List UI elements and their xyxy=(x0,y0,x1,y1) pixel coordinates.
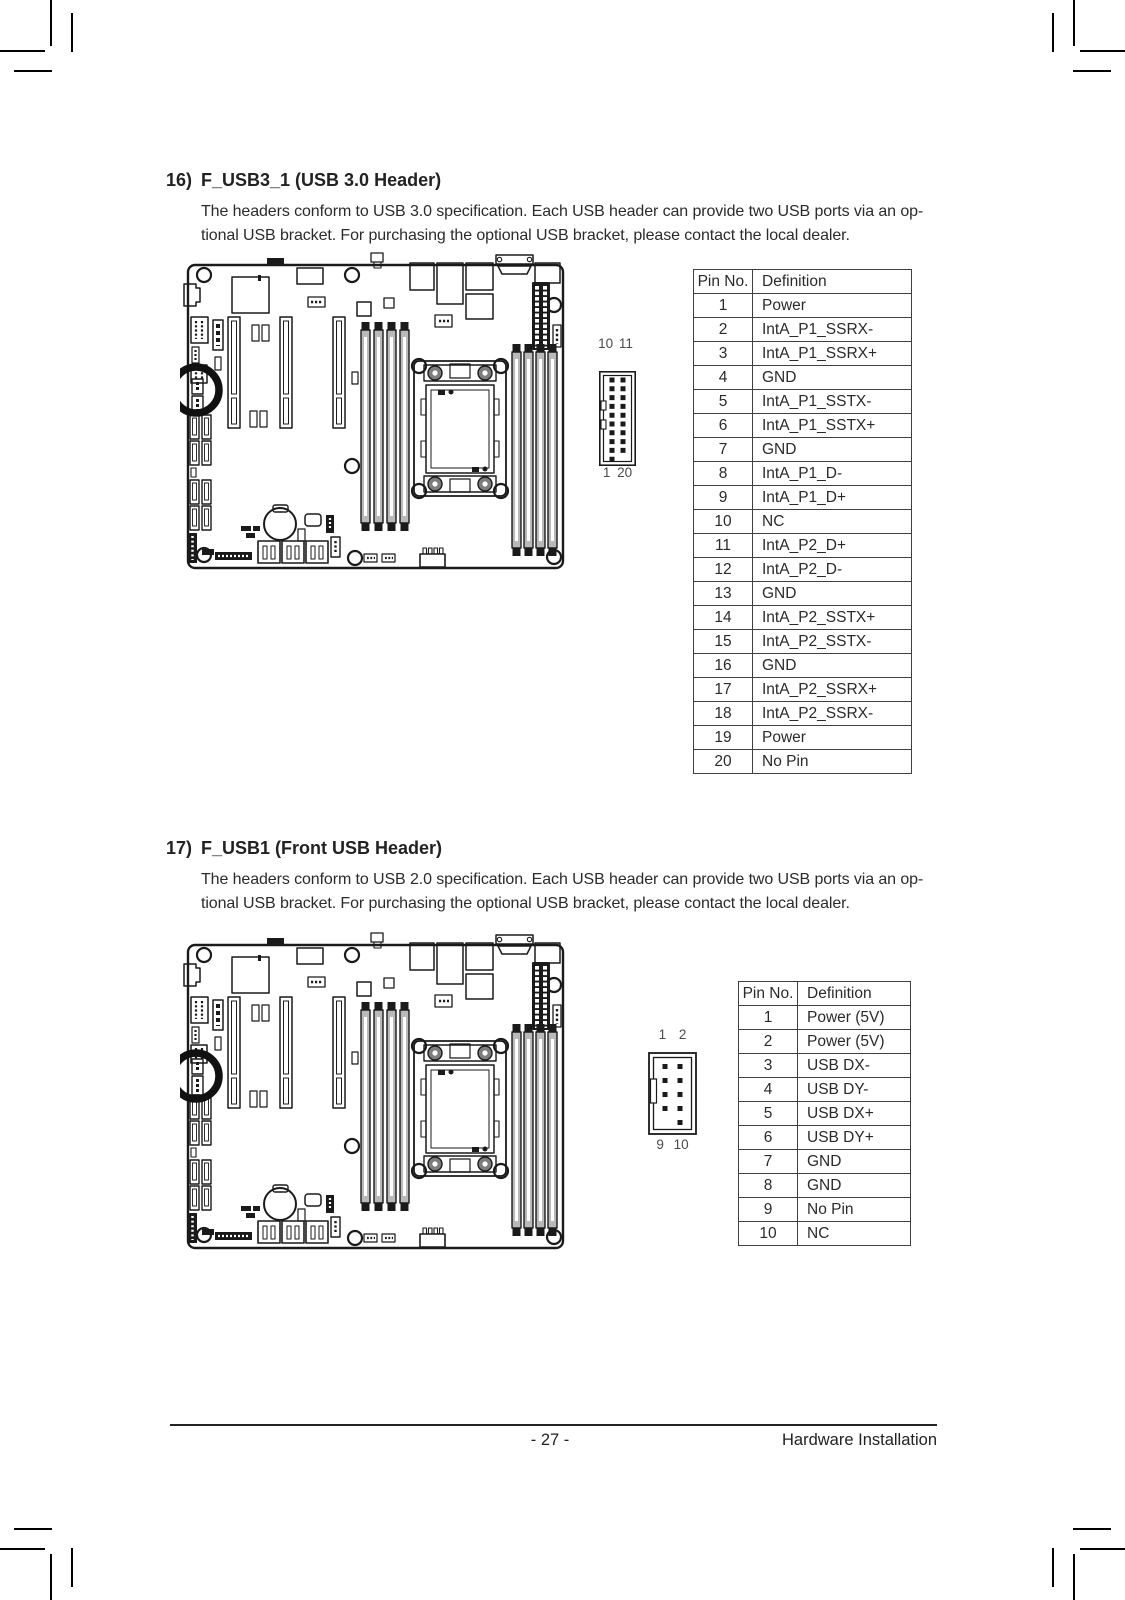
definition-cell: USB DY+ xyxy=(798,1126,911,1150)
pin-number-cell: 11 xyxy=(694,534,753,558)
pin-number-cell: 14 xyxy=(694,606,753,630)
definition-cell: IntA_P1_D- xyxy=(753,462,912,486)
table-row xyxy=(739,1150,911,1174)
table-row xyxy=(694,606,912,630)
table-row xyxy=(694,678,912,702)
usb3-pin-bottom-label: 1 20 xyxy=(602,465,633,480)
table-row xyxy=(694,486,912,510)
table-row xyxy=(739,1006,911,1030)
column-header: Definition xyxy=(798,982,911,1006)
footer-section-label: Hardware Installation xyxy=(782,1431,937,1449)
table-row xyxy=(739,1126,911,1150)
pin-number-cell: 6 xyxy=(739,1126,798,1150)
definition-cell: IntA_P2_D- xyxy=(753,558,912,582)
table-row xyxy=(739,1222,911,1246)
definition-cell: Power (5V) xyxy=(798,1006,911,1030)
table-row xyxy=(694,726,912,750)
table-row xyxy=(694,630,912,654)
pin-number-cell: 4 xyxy=(694,366,753,390)
table-row xyxy=(739,1030,911,1054)
usb2-pin-top-label: 1 2 xyxy=(658,1027,687,1042)
definition-cell: GND xyxy=(753,582,912,606)
pin-number-cell: 2 xyxy=(739,1030,798,1054)
definition-cell: Power xyxy=(753,726,912,750)
table-row xyxy=(694,342,912,366)
definition-cell: No Pin xyxy=(753,750,912,774)
table-row xyxy=(694,294,912,318)
definition-cell: IntA_P1_SSTX- xyxy=(753,390,912,414)
body-line: The headers conform to USB 3.0 specification. Each USB header can provide two USB ports via an op- xyxy=(201,203,924,220)
section-title: F_USB1 (Front USB Header) xyxy=(201,838,443,858)
column-header: Pin No. xyxy=(694,270,753,294)
definition-cell: NC xyxy=(753,510,912,534)
table-row xyxy=(694,438,912,462)
definition-cell: IntA_P1_SSRX+ xyxy=(753,342,912,366)
usb2-pin-table xyxy=(738,981,911,1246)
definition-cell: IntA_P2_SSTX+ xyxy=(753,606,912,630)
pin-number-cell: 7 xyxy=(694,438,753,462)
section-17-body xyxy=(201,868,946,915)
section-17-heading xyxy=(166,838,442,859)
usb2-pin-diagram xyxy=(648,1052,697,1135)
column-header: Definition xyxy=(753,270,912,294)
key-notch xyxy=(651,1079,657,1103)
definition-cell: IntA_P1_SSRX- xyxy=(753,318,912,342)
pin-number-cell: 19 xyxy=(694,726,753,750)
definition-cell: IntA_P2_D+ xyxy=(753,534,912,558)
usb3-pin-diagram xyxy=(599,371,636,466)
table-row xyxy=(739,1198,911,1222)
table-row xyxy=(694,390,912,414)
pin-number-cell: 5 xyxy=(739,1102,798,1126)
definition-cell: Power xyxy=(753,294,912,318)
table-row xyxy=(694,558,912,582)
pin-number-cell: 8 xyxy=(739,1174,798,1198)
footer-rule xyxy=(170,1424,937,1426)
table-row xyxy=(739,1054,911,1078)
pin-number-cell: 13 xyxy=(694,582,753,606)
table-header-row xyxy=(739,982,911,1006)
table-row xyxy=(739,1078,911,1102)
pin-number-cell: 7 xyxy=(739,1150,798,1174)
body-line: tional USB bracket. For purchasing the optional USB bracket, please contact the local dealer. xyxy=(201,894,850,912)
key-notch xyxy=(601,401,606,410)
definition-cell: Power (5V) xyxy=(798,1030,911,1054)
pin-number-cell: 4 xyxy=(739,1078,798,1102)
definition-cell: GND xyxy=(753,654,912,678)
pin-number-cell: 9 xyxy=(739,1198,798,1222)
table-row xyxy=(694,414,912,438)
pin-number-cell: 12 xyxy=(694,558,753,582)
motherboard-diagram-usb3 xyxy=(180,250,570,580)
pin-number-cell: 18 xyxy=(694,702,753,726)
table-row xyxy=(739,1174,911,1198)
body-line: tional USB bracket. For purchasing the optional USB bracket, please contact the local dealer. xyxy=(201,226,850,244)
definition-cell: GND xyxy=(798,1150,911,1174)
definition-cell: IntA_P2_SSRX- xyxy=(753,702,912,726)
definition-cell: GND xyxy=(753,366,912,390)
definition-cell: USB DX- xyxy=(798,1054,911,1078)
definition-cell: GND xyxy=(753,438,912,462)
definition-cell: USB DX+ xyxy=(798,1102,911,1126)
table-row xyxy=(694,318,912,342)
usb2-pin-bottom-label: 9 10 xyxy=(656,1137,689,1152)
pin-number-cell: 6 xyxy=(694,414,753,438)
definition-cell: IntA_P1_SSTX+ xyxy=(753,414,912,438)
usb3-pin-table xyxy=(693,269,912,774)
pin-number-cell: 20 xyxy=(694,750,753,774)
body-line: The headers conform to USB 2.0 specification. Each USB header can provide two USB ports via an op- xyxy=(201,871,924,888)
pin-number-cell: 1 xyxy=(739,1006,798,1030)
table-header-row xyxy=(694,270,912,294)
column-header: Pin No. xyxy=(739,982,798,1006)
table-row xyxy=(694,750,912,774)
definition-cell: IntA_P1_D+ xyxy=(753,486,912,510)
usb3-pin-top-label: 10 11 xyxy=(598,336,633,351)
pin-number-cell: 3 xyxy=(694,342,753,366)
section-title: F_USB3_1 (USB 3.0 Header) xyxy=(201,170,442,190)
definition-cell: GND xyxy=(798,1174,911,1198)
key-notch xyxy=(601,420,606,429)
pin-number-cell: 2 xyxy=(694,318,753,342)
pin-number-cell: 10 xyxy=(694,510,753,534)
section-16-body xyxy=(201,200,946,247)
section-number: 17) xyxy=(166,838,193,858)
pin-number-cell: 17 xyxy=(694,678,753,702)
table-row xyxy=(694,366,912,390)
table-row xyxy=(739,1102,911,1126)
pin-number-cell: 1 xyxy=(694,294,753,318)
definition-cell: USB DY- xyxy=(798,1078,911,1102)
definition-cell: NC xyxy=(798,1222,911,1246)
definition-cell: IntA_P2_SSTX- xyxy=(753,630,912,654)
section-number: 16) xyxy=(166,170,193,190)
pin-number-cell: 3 xyxy=(739,1054,798,1078)
table-row xyxy=(694,582,912,606)
definition-cell: No Pin xyxy=(798,1198,911,1222)
table-row xyxy=(694,702,912,726)
pin-number-cell: 15 xyxy=(694,630,753,654)
page-number: - 27 - xyxy=(530,1431,570,1449)
table-row xyxy=(694,534,912,558)
table-row xyxy=(694,510,912,534)
table-row xyxy=(694,654,912,678)
pin-number-cell: 10 xyxy=(739,1222,798,1246)
pin-number-cell: 16 xyxy=(694,654,753,678)
motherboard-diagram-usb2 xyxy=(180,930,570,1260)
definition-cell: IntA_P2_SSRX+ xyxy=(753,678,912,702)
pin-number-cell: 8 xyxy=(694,462,753,486)
section-16-heading xyxy=(166,170,441,191)
table-row xyxy=(694,462,912,486)
pin-number-cell: 9 xyxy=(694,486,753,510)
pin-number-cell: 5 xyxy=(694,390,753,414)
